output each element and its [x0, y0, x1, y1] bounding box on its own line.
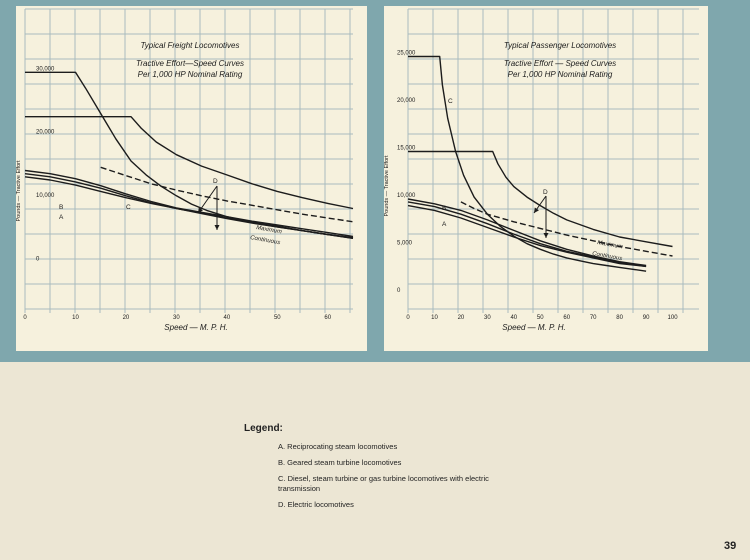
x-tick-label: 70: [589, 315, 597, 321]
x-tick-label: 10: [72, 315, 79, 321]
chart-subtitle-line1: Tractive Effort—Speed Curves: [136, 59, 244, 68]
annotation-b: B: [442, 205, 447, 212]
x-tick-label: 40: [510, 315, 518, 321]
y-tick-label: 0: [397, 288, 401, 294]
annotation-c: C: [448, 98, 453, 105]
y-tick-label: 20,000: [397, 98, 416, 104]
chart-subtitle-line1: Tractive Effort — Speed Curves: [503, 59, 617, 68]
annotation-maximum: Maximum: [255, 225, 283, 236]
chart-subtitle-line2: Per 1,000 HP Nominal Rating: [507, 70, 613, 79]
annotation-d: D: [543, 189, 548, 196]
freight-chart-panel: [16, 6, 367, 351]
page-number: 39: [724, 540, 737, 552]
y-axis-label: Pounds — Tractive Effort: [384, 155, 390, 217]
grid: [408, 9, 699, 313]
arrowhead-icon: [215, 225, 220, 230]
x-tick-label: 40: [223, 315, 231, 321]
annotation-d: D: [213, 178, 218, 185]
y-tick-label: 10,000: [397, 193, 416, 199]
y-tick-label: 20,000: [36, 129, 55, 136]
passenger-chart: [384, 6, 708, 351]
y-axis-label: Pounds — Tractive Effort: [16, 160, 22, 222]
x-tick-label: 100: [667, 315, 678, 321]
x-tick-label: 20: [122, 315, 130, 321]
x-tick-label: 80: [616, 315, 623, 321]
annotation-a: A: [59, 214, 64, 221]
annotation-b: B: [59, 204, 64, 211]
x-tick-label: 0: [406, 315, 410, 321]
series-line-c: [25, 72, 353, 237]
x-axis-label: Speed — M. P. H.: [164, 323, 228, 332]
passenger-chart-panel: [384, 6, 708, 351]
x-axis-label: Speed — M. P. H.: [502, 323, 566, 332]
x-tick-label: 90: [642, 315, 650, 321]
x-tick-label: 50: [273, 315, 281, 321]
legend-item-d: D. Electric locomotives: [278, 500, 354, 509]
y-tick-label: 10,000: [36, 193, 55, 199]
x-tick-label: 50: [536, 315, 544, 321]
chart-title: Typical Freight Locomotives: [140, 41, 240, 50]
annotation-continuous: Continuous: [249, 235, 281, 247]
legend: [244, 423, 508, 516]
chart-title: Typical Passenger Locomotives: [503, 41, 617, 50]
y-tick-label: 30,000: [36, 66, 55, 73]
x-tick-label: 30: [173, 315, 180, 321]
x-tick-label: 0: [23, 315, 27, 321]
y-tick-label: 25,000: [397, 50, 416, 57]
freight-chart: [16, 6, 367, 351]
legend-title: Legend:: [244, 423, 283, 434]
annotation-maximum: Maximum: [596, 240, 624, 251]
arrowhead-icon: [544, 233, 549, 238]
annotation-c: C: [126, 204, 131, 211]
x-tick-label: 20: [457, 315, 465, 321]
x-tick-label: 10: [431, 315, 438, 321]
arrowhead-icon: [534, 207, 539, 213]
series-line-d-maximum: [25, 117, 353, 209]
annotation-a: A: [442, 221, 447, 228]
x-tick-label: 60: [324, 315, 332, 321]
x-tick-label: 30: [484, 315, 491, 321]
legend-item-c: C. Diesel, steam turbine or gas turbine locomotives with electric transmission: [278, 474, 489, 493]
y-tick-label: 15,000: [397, 145, 416, 152]
x-tick-label: 60: [563, 315, 571, 321]
legend-item-a: A. Reciprocating steam locomotives: [278, 442, 398, 451]
chart-subtitle-line2: Per 1,000 HP Nominal Rating: [137, 70, 243, 79]
annotation-continuous: Continuous: [591, 251, 623, 263]
y-tick-label: 5,000: [397, 240, 413, 247]
y-tick-label: 0: [36, 256, 40, 263]
legend-item-b: B. Geared steam turbine locomotives: [278, 458, 402, 467]
